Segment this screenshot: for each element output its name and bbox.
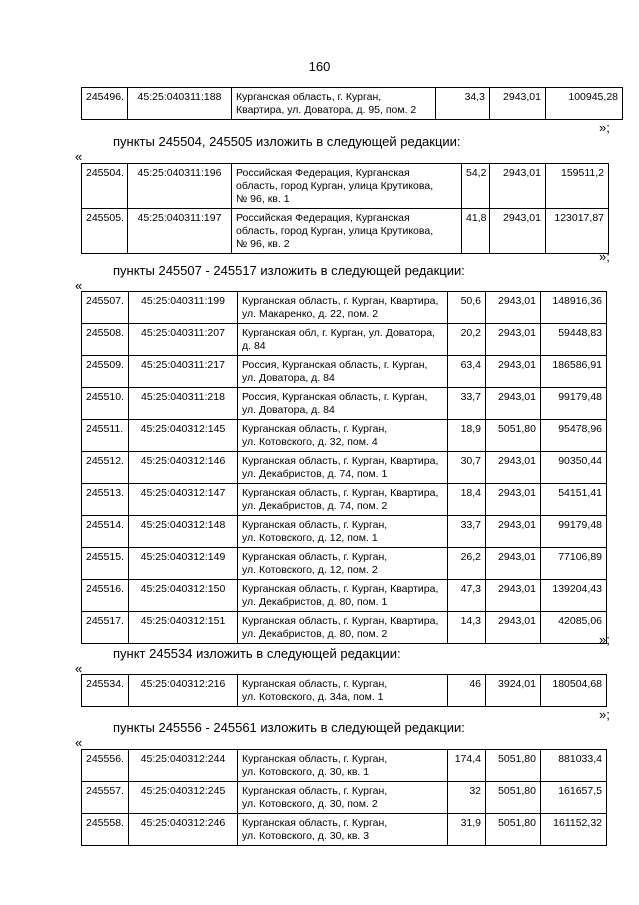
area: 30,7 [448, 452, 486, 484]
table-row [82, 814, 607, 846]
address [232, 88, 436, 120]
address-line: Курганская область, г. Курган, Квартира, [242, 487, 439, 499]
total: 99179,48 [541, 388, 607, 420]
address-line: Курганская область, г. Курган, [242, 423, 388, 435]
address-line: Курганская область, г. Курган, Квартира, [242, 295, 439, 307]
address-line: Курганская область, г. Курган, Квартира, [242, 455, 439, 467]
rate: 2943,01 [486, 452, 541, 484]
address-line: Квартира, ул. Доватора, д. 95, пом. 2 [236, 104, 417, 116]
cadastral-number: 45:25:040312:244 [129, 750, 238, 782]
rate: 5051,80 [486, 782, 541, 814]
rate: 5051,80 [486, 814, 541, 846]
closing-quote: »; [599, 120, 610, 135]
address-line: Курганская область, г. Курган, Квартира, [242, 583, 439, 595]
address-line: ул. Декабристов, д. 80, пом. 2 [242, 628, 388, 640]
area: 20,2 [448, 324, 486, 356]
total: 42085,06 [541, 612, 607, 644]
address-line: Россия, Курганская область, г. Курган, [242, 359, 428, 371]
address-line: Курганская область, г. Курган, [242, 519, 388, 531]
address [238, 612, 448, 644]
address-line: ул. Котовского, д. 30, кв. 1 [242, 766, 370, 778]
table-row [82, 452, 607, 484]
total: 161152,32 [541, 814, 607, 846]
total: 100945,28 [546, 88, 623, 120]
item-number: 245558. [82, 814, 129, 846]
table-row [82, 209, 609, 254]
table-row [82, 292, 607, 324]
cadastral-number: 45:25:040311:188 [128, 88, 232, 120]
rate: 2943,01 [490, 88, 546, 120]
item-number: 245508. [82, 324, 129, 356]
table-row [82, 324, 607, 356]
opening-quote: « [75, 278, 83, 293]
rate: 5051,80 [486, 420, 541, 452]
address-line: ул. Котовского, д. 12, пом. 1 [242, 532, 378, 544]
table-row [82, 484, 607, 516]
total: 139204,43 [541, 580, 607, 612]
address [238, 484, 448, 516]
address [238, 782, 448, 814]
item-number: 245511. [82, 420, 129, 452]
area: 34,3 [436, 88, 490, 120]
cadastral-number: 45:25:040311:196 [128, 164, 232, 209]
table-row [82, 675, 607, 707]
table-row [82, 580, 607, 612]
rate: 2943,01 [486, 484, 541, 516]
table-row [82, 612, 607, 644]
address [238, 580, 448, 612]
address [238, 324, 448, 356]
address-line: ул. Котовского, д. 12, пом. 2 [242, 564, 378, 576]
area: 31,9 [448, 814, 486, 846]
item-number: 245556. [82, 750, 129, 782]
item-number: 245510. [82, 388, 129, 420]
address [238, 516, 448, 548]
item-number: 245512. [82, 452, 129, 484]
address-line: № 96, кв. 1 [236, 193, 290, 205]
address [238, 420, 448, 452]
total: 99179,48 [541, 516, 607, 548]
total: 59448,83 [541, 324, 607, 356]
total: 881033,4 [541, 750, 607, 782]
total: 161657,5 [541, 782, 607, 814]
total: 186586,91 [541, 356, 607, 388]
cadastral-number: 45:25:040311:199 [129, 292, 238, 324]
total: 148916,36 [541, 292, 607, 324]
address-line: Курганская область, г. Курган, [242, 785, 388, 797]
table-row [82, 388, 607, 420]
address-line: ул. Декабристов, д. 74, пом. 1 [242, 468, 388, 480]
cadastral-number: 45:25:040312:150 [129, 580, 238, 612]
cadastral-number: 45:25:040312:145 [129, 420, 238, 452]
address [238, 675, 448, 707]
address-line: область, город Курган, улица Крутикова, [236, 225, 434, 237]
address-line: ул. Декабристов, д. 74, пом. 2 [242, 500, 388, 512]
cadastral-number: 45:25:040312:245 [129, 782, 238, 814]
item-number: 245505. [82, 209, 128, 254]
rate: 2943,01 [486, 580, 541, 612]
area: 32 [448, 782, 486, 814]
table-row [82, 516, 607, 548]
property-table [81, 291, 607, 644]
address-line: д. 84 [242, 340, 266, 352]
closing-quote: »; [599, 707, 610, 722]
area: 54,2 [462, 164, 490, 209]
area: 50,6 [448, 292, 486, 324]
address-line: Курганская область, г. Курган, [242, 678, 388, 690]
rate: 2943,01 [486, 388, 541, 420]
rate: 2943,01 [490, 164, 546, 209]
area: 33,7 [448, 388, 486, 420]
item-number: 245513. [82, 484, 129, 516]
address-line: Курганская область, г. Курган, [242, 817, 388, 829]
table-row [82, 548, 607, 580]
total: 123017,87 [546, 209, 609, 254]
total: 90350,44 [541, 452, 607, 484]
item-number: 245504. [82, 164, 128, 209]
cadastral-number: 45:25:040311:218 [129, 388, 238, 420]
rate: 5051,80 [486, 750, 541, 782]
address [232, 164, 462, 209]
address-line: ул. Котовского, д. 34а, пом. 1 [242, 691, 384, 703]
address-line: № 96, кв. 2 [236, 238, 290, 250]
address-line: ул. Доватора, д. 84 [242, 404, 335, 416]
address-line: Курганская область, г. Курган, Квартира, [242, 615, 439, 627]
rate: 2943,01 [486, 548, 541, 580]
address [238, 388, 448, 420]
table-row [82, 420, 607, 452]
cadastral-number: 45:25:040312:246 [129, 814, 238, 846]
address-line: ул. Макаренко, д. 22, пом. 2 [242, 308, 379, 320]
rate: 2943,01 [486, 324, 541, 356]
table-row [82, 88, 623, 120]
cadastral-number: 45:25:040312:216 [129, 675, 238, 707]
rate: 2943,01 [486, 612, 541, 644]
rate: 2943,01 [486, 356, 541, 388]
item-number: 245507. [82, 292, 129, 324]
address-line: Курганская область, г. Курган, [242, 753, 388, 765]
table-row [82, 782, 607, 814]
total: 180504,68 [541, 675, 607, 707]
address-line: Россия, Курганская область, г. Курган, [242, 391, 428, 403]
opening-quote: « [75, 735, 83, 750]
address-line: ул. Декабристов, д. 80, пом. 1 [242, 596, 388, 608]
cadastral-number: 45:25:040312:151 [129, 612, 238, 644]
cadastral-number: 45:25:040311:197 [128, 209, 232, 254]
opening-quote: « [75, 149, 83, 164]
property-table [81, 163, 609, 254]
rate: 2943,01 [490, 209, 546, 254]
address-line: ул. Доватора, д. 84 [242, 372, 335, 384]
property-table [81, 674, 607, 707]
area: 174,4 [448, 750, 486, 782]
opening-quote: « [75, 661, 83, 676]
address-line: ул. Котовского, д. 32, пом. 4 [242, 436, 378, 448]
address-line: ул. Котовского, д. 30, пом. 2 [242, 798, 378, 810]
address [238, 814, 448, 846]
address [238, 292, 448, 324]
area: 26,2 [448, 548, 486, 580]
total: 95478,96 [541, 420, 607, 452]
total: 54151,41 [541, 484, 607, 516]
area: 33,7 [448, 516, 486, 548]
area: 46 [448, 675, 486, 707]
table-row [82, 356, 607, 388]
area: 18,9 [448, 420, 486, 452]
cadastral-number: 45:25:040312:146 [129, 452, 238, 484]
item-number: 245557. [82, 782, 129, 814]
item-number: 245534. [82, 675, 129, 707]
address-line: Курганская обл, г. Курган, ул. Доватора, [242, 327, 435, 339]
table-row [82, 164, 609, 209]
address [238, 452, 448, 484]
property-table [81, 749, 607, 846]
address [232, 209, 462, 254]
item-number: 245516. [82, 580, 129, 612]
closing-quote: »; [599, 632, 610, 647]
address [238, 750, 448, 782]
cadastral-number: 45:25:040312:147 [129, 484, 238, 516]
area: 63,4 [448, 356, 486, 388]
total: 159511,2 [546, 164, 609, 209]
section-heading: пункты 245504, 245505 изложить в следующей редакции: [113, 134, 461, 149]
closing-quote: »; [599, 249, 610, 264]
table-row [82, 750, 607, 782]
section-heading: пункт 245534 изложить в следующей редакции: [113, 646, 401, 661]
address [238, 356, 448, 388]
property-table [81, 87, 623, 120]
section-heading: пункты 245507 - 245517 изложить в следующей редакции: [113, 263, 465, 278]
cadastral-number: 45:25:040311:207 [129, 324, 238, 356]
area: 41,8 [462, 209, 490, 254]
rate: 2943,01 [486, 292, 541, 324]
address-line: Курганская область, г. Курган, [242, 551, 388, 563]
rate: 2943,01 [486, 516, 541, 548]
cadastral-number: 45:25:040312:149 [129, 548, 238, 580]
item-number: 245496. [82, 88, 128, 120]
address [238, 548, 448, 580]
address-line: Курганская область, г. Курган, [236, 91, 382, 103]
address-line: ул. Котовского, д. 30, кв. 3 [242, 830, 370, 842]
cadastral-number: 45:25:040311:217 [129, 356, 238, 388]
item-number: 245515. [82, 548, 129, 580]
section-heading: пункты 245556 - 245561 изложить в следующей редакции: [113, 720, 465, 735]
item-number: 245509. [82, 356, 129, 388]
item-number: 245517. [82, 612, 129, 644]
cadastral-number: 45:25:040312:148 [129, 516, 238, 548]
area: 47,3 [448, 580, 486, 612]
address-line: Российская Федерация, Курганская [236, 212, 410, 224]
area: 18,4 [448, 484, 486, 516]
item-number: 245514. [82, 516, 129, 548]
address-line: область, город Курган, улица Крутикова, [236, 180, 434, 192]
address-line: Российская Федерация, Курганская [236, 167, 410, 179]
area: 14,3 [448, 612, 486, 644]
rate: 3924,01 [486, 675, 541, 707]
page-number: 160 [308, 59, 331, 74]
total: 77106,89 [541, 548, 607, 580]
